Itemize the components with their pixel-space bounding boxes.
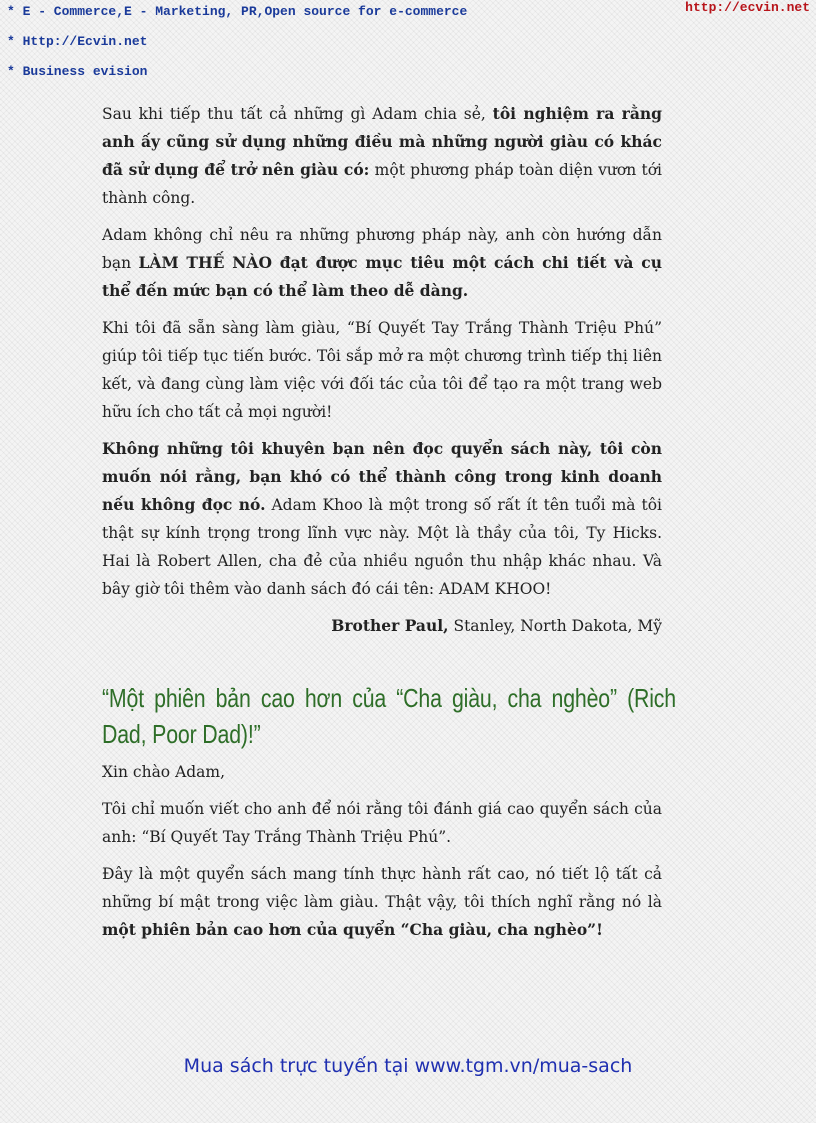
paragraph-2: Adam không chỉ nêu ra những phương pháp này, anh còn hướng dẫn bạn LÀM THẾ NÀO đạt được mục tiêu một cách chi tiết và cụ thể đến mức bạn có thể làm theo dễ dàng. (102, 226, 662, 300)
page-content (102, 100, 676, 953)
header-url-link[interactable]: http://ecvin.net (685, 0, 810, 15)
section-paragraph-3: Đây là một quyển sách mang tính thực hành rất cao, nó tiết lộ tất cả những bí mật trong việc làm giàu. Thật vậy, tôi thích nghĩ rằng nó là một phiên bản cao hơn của quyển “Cha giàu, cha nghèo”! (102, 865, 662, 939)
paragraph-4: Không những tôi khuyên bạn nên đọc quyển sách này, tôi còn muốn nói rằng, bạn khó có thể thành công trong kinh doanh nếu không đọc nó. Adam Khoo là một trong số rất ít tên tuổi mà tôi thật sự kính trọng trong lĩnh vực này. Một là thầy của tôi, Ty Hicks. Hai là Robert Allen, cha đẻ của nhiều nguồn thu nhập khác nhau. Và bây giờ tôi thêm vào danh sách đó cái tên: ADAM KHOO! (102, 439, 662, 598)
header-line-3: * Business evision (7, 64, 148, 79)
greeting: Xin chào Adam, (102, 763, 226, 781)
header-line-2: * Http://Ecvin.net (7, 34, 148, 49)
testimonial-signature: Brother Paul, Stanley, North Dakota, Mỹ (331, 616, 662, 635)
paragraph-1: Sau khi tiếp thu tất cả những gì Adam chia sẻ, tôi nghiệm ra rằng anh ấy cũng sử dụng những điều mà những người giàu có khác đã sử dụng để trở nên giàu có: một phương pháp toàn diện vươn tới thành công. (102, 104, 662, 207)
section-paragraph-2: Tôi chỉ muốn viết cho anh để nói rằng tôi đánh giá cao quyển sách của anh: “Bí Quyết Tay Trắng Thành Triệu Phú”. (102, 800, 662, 846)
paragraph-3: Khi tôi đã sẵn sàng làm giàu, “Bí Quyết Tay Trắng Thành Triệu Phú” giúp tôi tiếp tục tiến bước. Tôi sắp mở ra một chương trình tiếp thị liên kết, và đang cùng làm việc với đối tác của tôi để tạo ra một trang web hữu ích cho tất cả mọi người! (102, 319, 662, 421)
footer-buy-link[interactable]: Mua sách trực tuyến tại www.tgm.vn/mua-sach (183, 1055, 633, 1077)
header-line-1: * E - Commerce,E - Marketing, PR,Open source for e-commerce (7, 4, 468, 19)
section-heading: “Một phiên bản cao hơn của “Cha giàu, cha nghèo” (Rich Dad, Poor Dad)!” (102, 683, 676, 749)
